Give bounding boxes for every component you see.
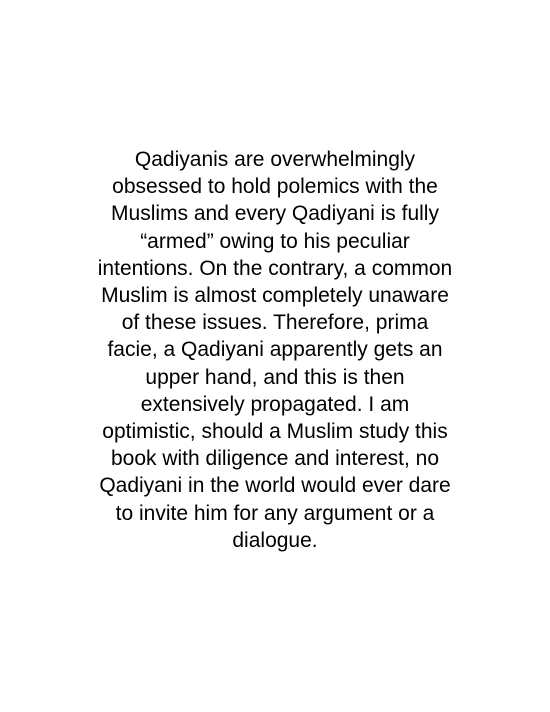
paragraph-line: Qadiyanis are overwhelmingly <box>134 148 416 171</box>
paragraph-line: extensively propagated. I am <box>140 392 410 416</box>
paragraph-line: dialogue. <box>232 528 318 552</box>
paragraph-line: Muslims and every Qadiyani is fully <box>111 202 439 226</box>
paragraph-line: intentions. On the contrary, a common <box>97 256 453 280</box>
paragraph-line: obsessed to hold polemics with the <box>112 175 438 199</box>
paragraph-line: upper hand, and this is then <box>145 365 405 389</box>
paragraph-line: to invite him for any argument or a <box>115 501 435 525</box>
paragraph-line: facie, a Qadiyani apparently gets an <box>107 338 443 362</box>
paragraph-line: optimistic, should a Muslim study this <box>102 420 448 444</box>
paragraph-line: Muslim is almost completely unaware <box>101 284 449 308</box>
paragraph-line: “armed” owing to his peculiar <box>140 229 410 253</box>
body-paragraph <box>0 146 550 554</box>
paragraph-line: book with diligence and interest, no <box>110 447 440 471</box>
paragraph-line: Qadiyani in the world would ever dare <box>99 474 451 498</box>
paragraph-line: of these issues. Therefore, prima <box>121 311 429 335</box>
